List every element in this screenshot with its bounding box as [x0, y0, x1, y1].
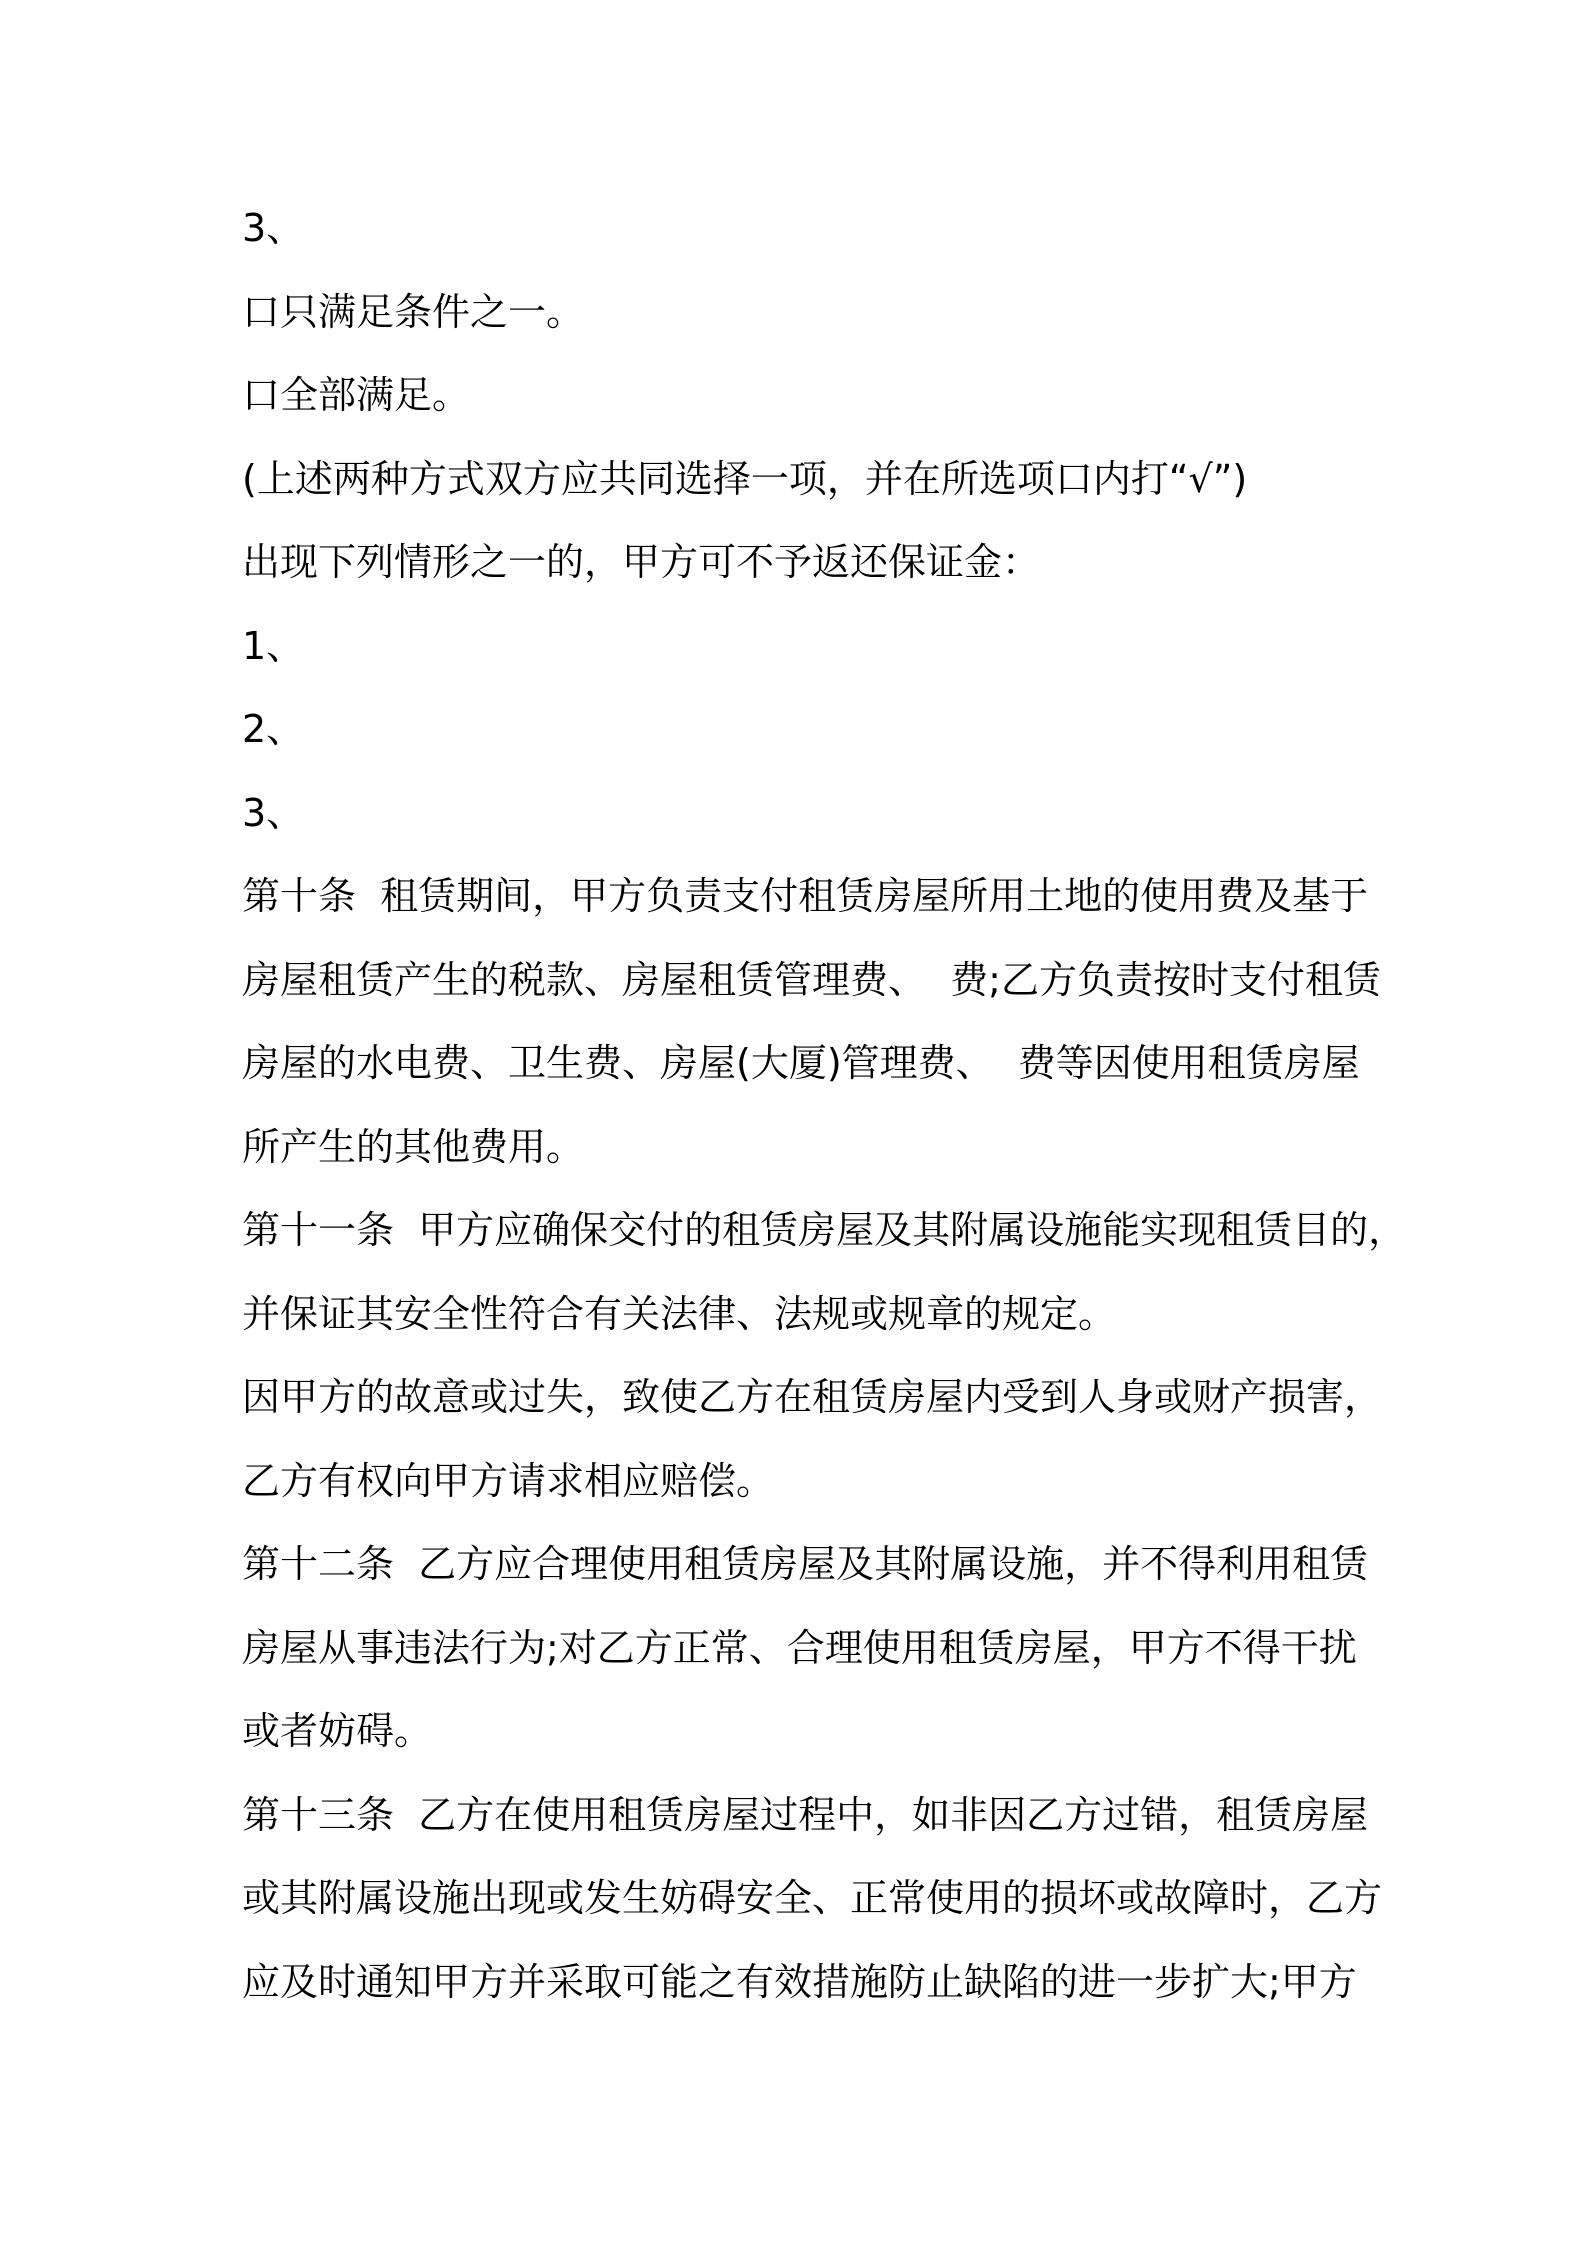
article-11-line-1: 第十一条 甲方应确保交付的租赁房屋及其附属设施能实现租赁目的，	[242, 1208, 1407, 1252]
option-meet-one-condition: 口只满足条件之一。	[242, 289, 585, 334]
forfeit-item-2: 2、	[242, 707, 305, 751]
article-11-line-3: 因甲方的故意或过失，致使乙方在租赁房屋内受到人身或财产损害，	[242, 1375, 1383, 1419]
forfeit-item-1: 1、	[242, 623, 305, 668]
article-10-line-3: 房屋的水电费、卫生费、房屋(大厦)管理费、 费等因使用租赁房屋	[242, 1041, 1360, 1085]
article-10-line-4: 所产生的其他费用。	[242, 1124, 585, 1169]
document-body	[242, 204, 1407, 2041]
deposit-forfeit-intro: 出现下列情形之一的，甲方可不予返还保证金：	[242, 540, 1041, 584]
article-11-line-2: 并保证其安全性符合有关法律、法规或规章的规定。	[242, 1291, 1117, 1336]
article-10-line-1: 第十条 租赁期间，甲方负责支付租赁房屋所用土地的使用费及基于	[242, 874, 1369, 918]
article-13-line-3: 应及时通知甲方并采取可能之有效措施防止缺陷的进一步扩大;甲方	[242, 1959, 1357, 2004]
article-10-line-2: 房屋租赁产生的税款、房屋租赁管理费、 费;乙方负责按时支付租赁	[242, 957, 1381, 1002]
article-11-line-4: 乙方有权向甲方请求相应赔偿。	[242, 1458, 775, 1503]
article-12-line-3: 或者妨碍。	[242, 1709, 433, 1753]
clause-item-3: 3、	[242, 206, 305, 250]
option-instruction: (上述两种方式双方应共同选择一项，并在所选项口内打“√”)	[242, 456, 1248, 501]
article-12-line-1: 第十二条 乙方应合理使用租赁房屋及其附属设施，并不得利用租赁	[242, 1542, 1369, 1586]
option-meet-all-conditions: 口全部满足。	[242, 373, 471, 417]
forfeit-item-3: 3、	[242, 790, 305, 835]
article-13-line-1: 第十三条 乙方在使用租赁房屋过程中，如非因乙方过错，租赁房屋	[242, 1792, 1369, 1837]
article-12-line-2: 房屋从事违法行为;对乙方正常、合理使用租赁房屋，甲方不得干扰	[242, 1625, 1357, 1670]
article-13-line-2: 或其附属设施出现或发生妨碍安全、正常使用的损坏或故障时，乙方	[242, 1876, 1383, 1920]
